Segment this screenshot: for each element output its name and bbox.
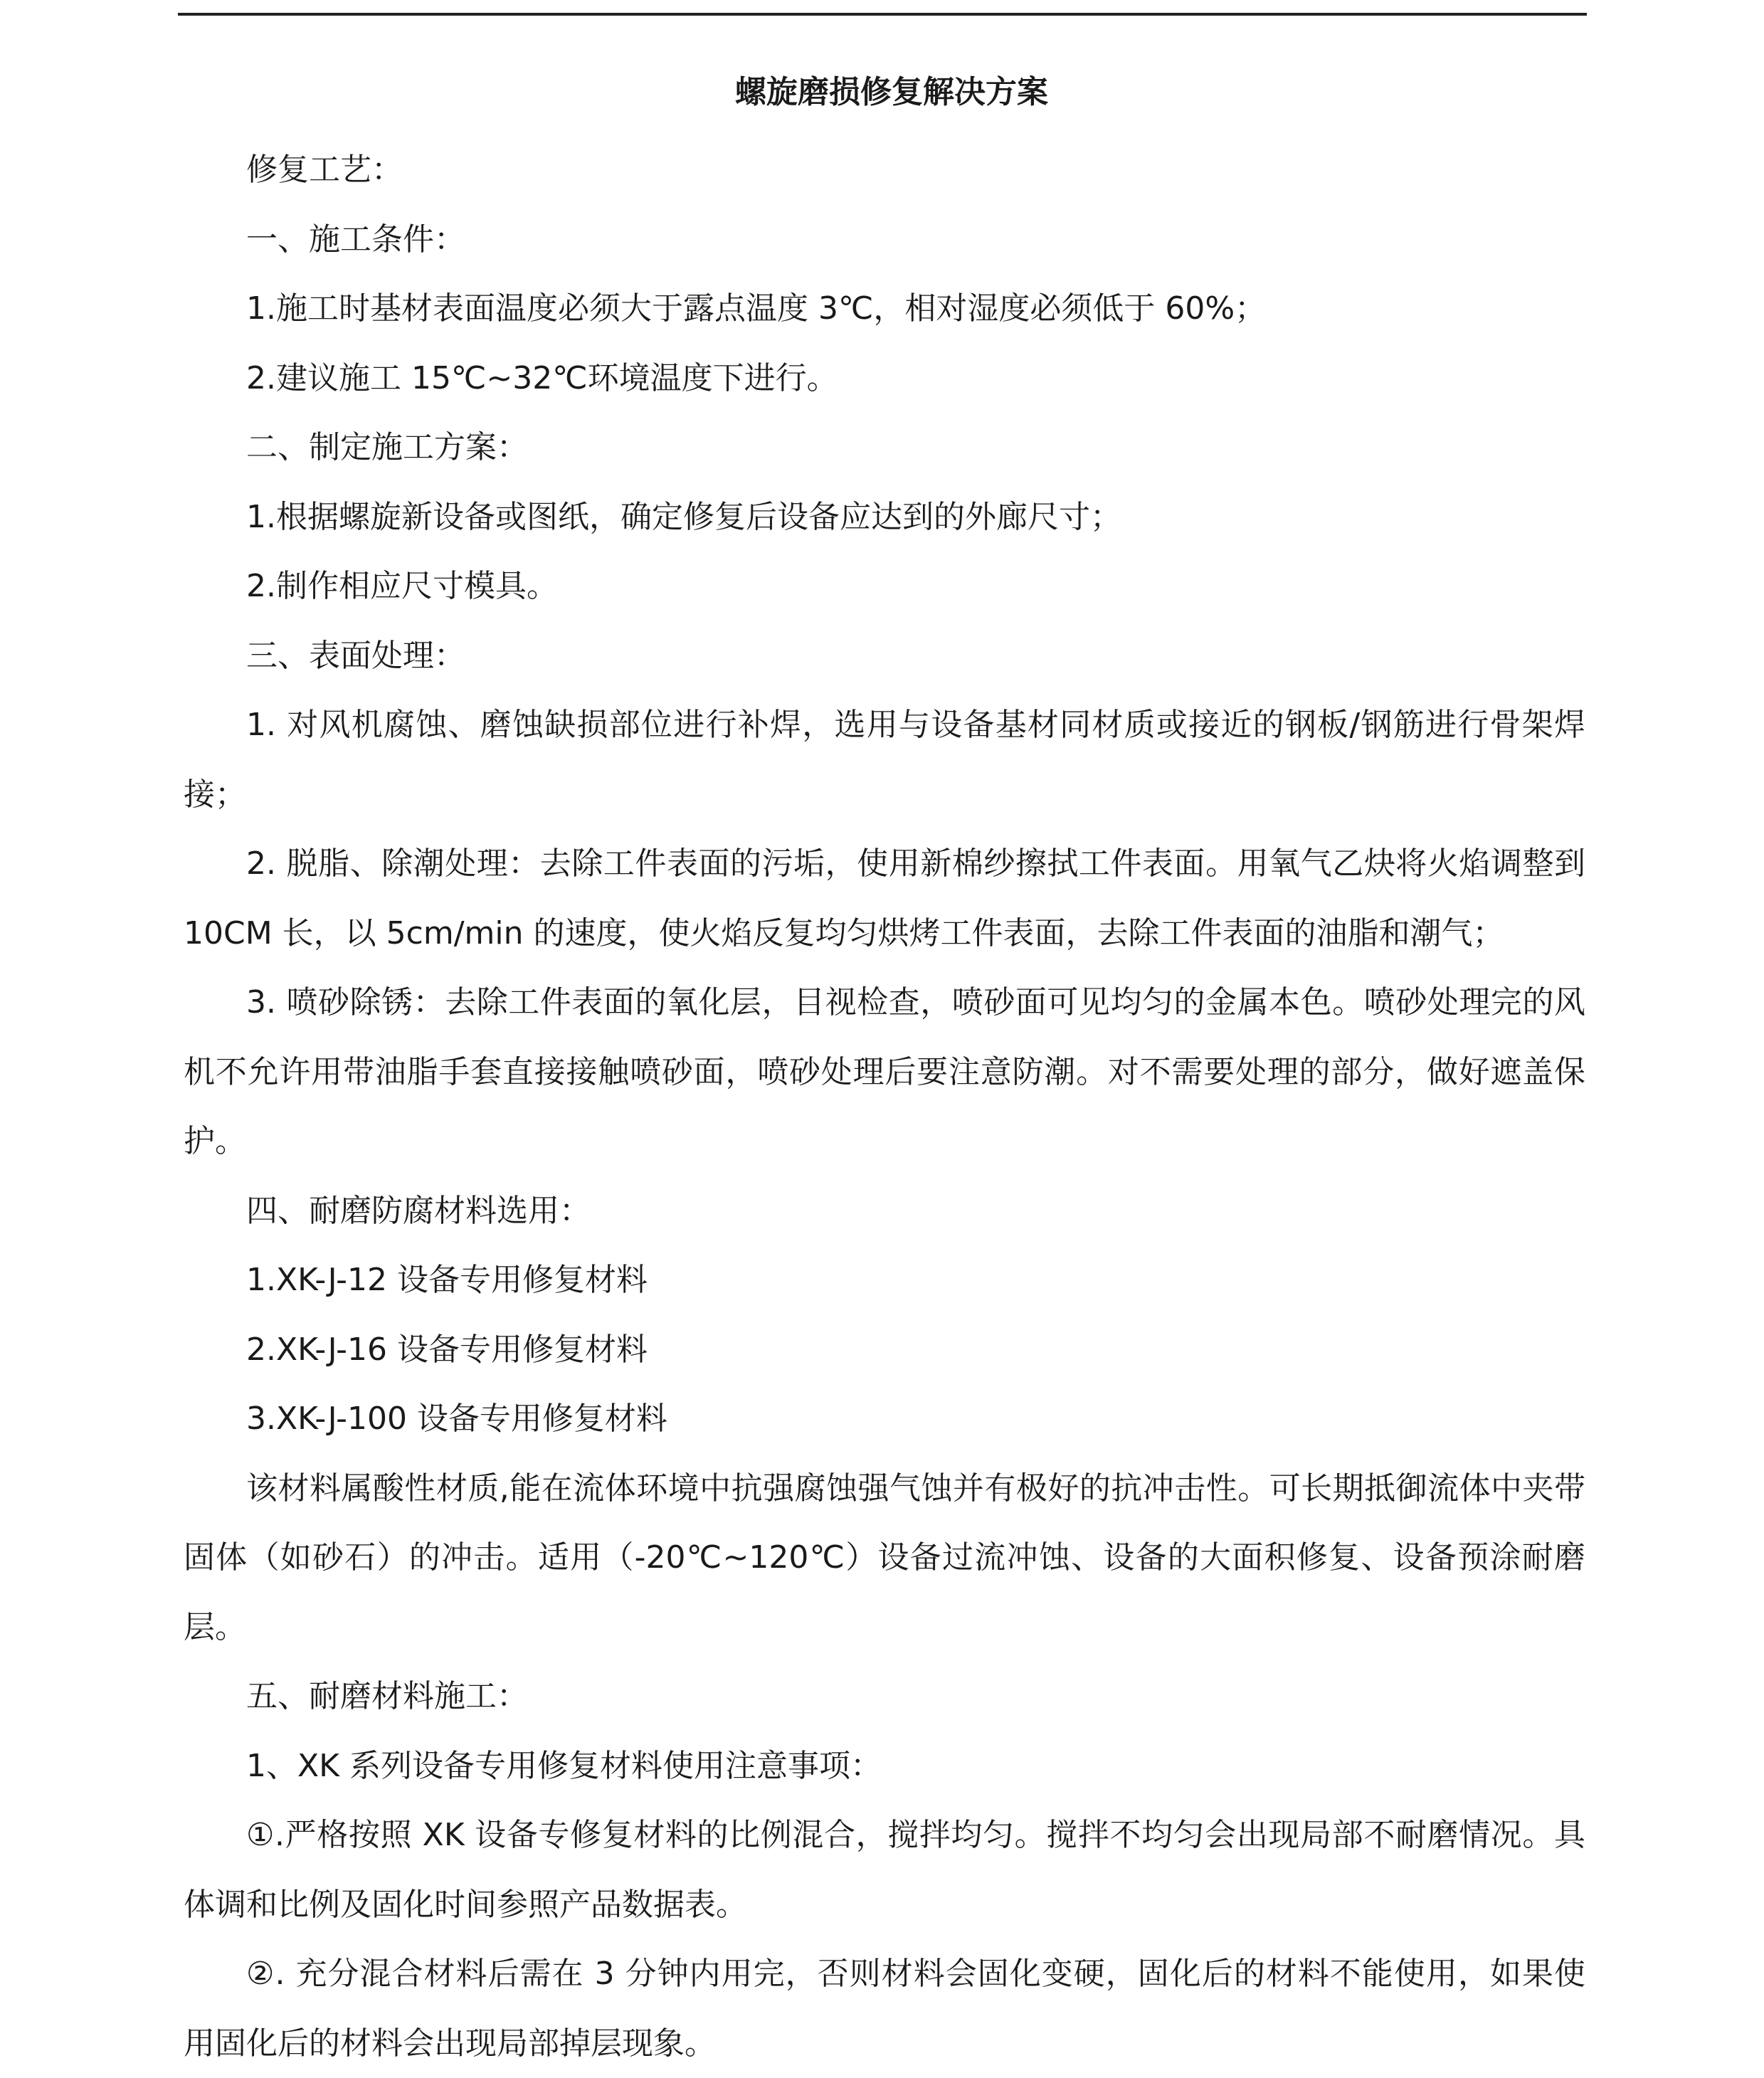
paragraph-plan-2: 2.制作相应尺寸模具。	[246, 568, 558, 604]
paragraph-condition-1: 1.施工时基材表面温度必须大于露点温度 3℃，相对湿度必须低于 60%；	[246, 290, 1267, 327]
header-rule	[178, 13, 1587, 16]
document-body	[184, 71, 1585, 2078]
paragraph-note-2: ②. 充分混合材料后需在 3 分钟内用完，否则材料会固化变硬，固化后的材料不能使用，如果使用固化后的材料会出现局部掉层现象。	[184, 1956, 1585, 2062]
paragraph-material-description: 该材料属酸性材质,能在流体环境中抗强腐蚀强气蚀并有极好的抗冲击性。可长期抵御流体中夹带固体（如砂石）的冲击。适用（-20℃~120℃）设备过流冲蚀、设备的大面积修复、设备预涂耐磨层。	[184, 1470, 1585, 1645]
paragraph-material-2: 2.XK-J-16 设备专用修复材料	[246, 1331, 648, 1368]
paragraph-condition-2: 2.建议施工 15℃~32℃环境温度下进行。	[246, 359, 838, 396]
heading-construction-plan: 二、制定施工方案：	[246, 429, 528, 465]
heading-construction-conditions: 一、施工条件：	[246, 221, 465, 258]
document-title: 螺旋磨损修复解决方案	[735, 74, 1048, 110]
paragraph-repair-process: 修复工艺：	[246, 152, 403, 188]
paragraph-material-1: 1.XK-J-12 设备专用修复材料	[246, 1262, 648, 1298]
paragraph-application-notes: 1、XK 系列设备专用修复材料使用注意事项：	[246, 1747, 882, 1784]
heading-material-selection: 四、耐磨防腐材料选用：	[246, 1192, 591, 1229]
paragraph-treatment-2: 2. 脱脂、除潮处理：去除工件表面的污垢，使用新棉纱擦拭工件表面。用氧气乙炔将火焰调整到 10CM 长，以 5cm/min 的速度，使火焰反复均匀烘烤工件表面，去除工件表面的油脂和潮气；	[184, 845, 1585, 951]
paragraph-treatment-3: 3. 喷砂除锈：去除工件表面的氧化层，目视检查，喷砂面可见均匀的金属本色。喷砂处理完的风机不允许用带油脂手套直接接触喷砂面，喷砂处理后要注意防潮。对不需要处理的部分，做好遮盖保护。	[184, 984, 1585, 1159]
paragraph-note-1: ①.严格按照 XK 设备专修复材料的比例混合，搅拌均匀。搅拌不均匀会出现局部不耐磨情况。具体调和比例及固化时间参照产品数据表。	[184, 1817, 1585, 1923]
heading-surface-treatment: 三、表面处理：	[246, 637, 465, 674]
heading-material-application: 五、耐磨材料施工：	[246, 1678, 528, 1714]
paragraph-plan-1: 1.根据螺旋新设备或图纸，确定修复后设备应达到的外廊尺寸；	[246, 498, 1121, 535]
paragraph-material-3: 3.XK-J-100 设备专用修复材料	[246, 1401, 667, 1437]
paragraph-treatment-1: 1. 对风机腐蚀、磨蚀缺损部位进行补焊，选用与设备基材同材质或接近的钢板/钢筋进行骨架焊接；	[184, 707, 1585, 813]
